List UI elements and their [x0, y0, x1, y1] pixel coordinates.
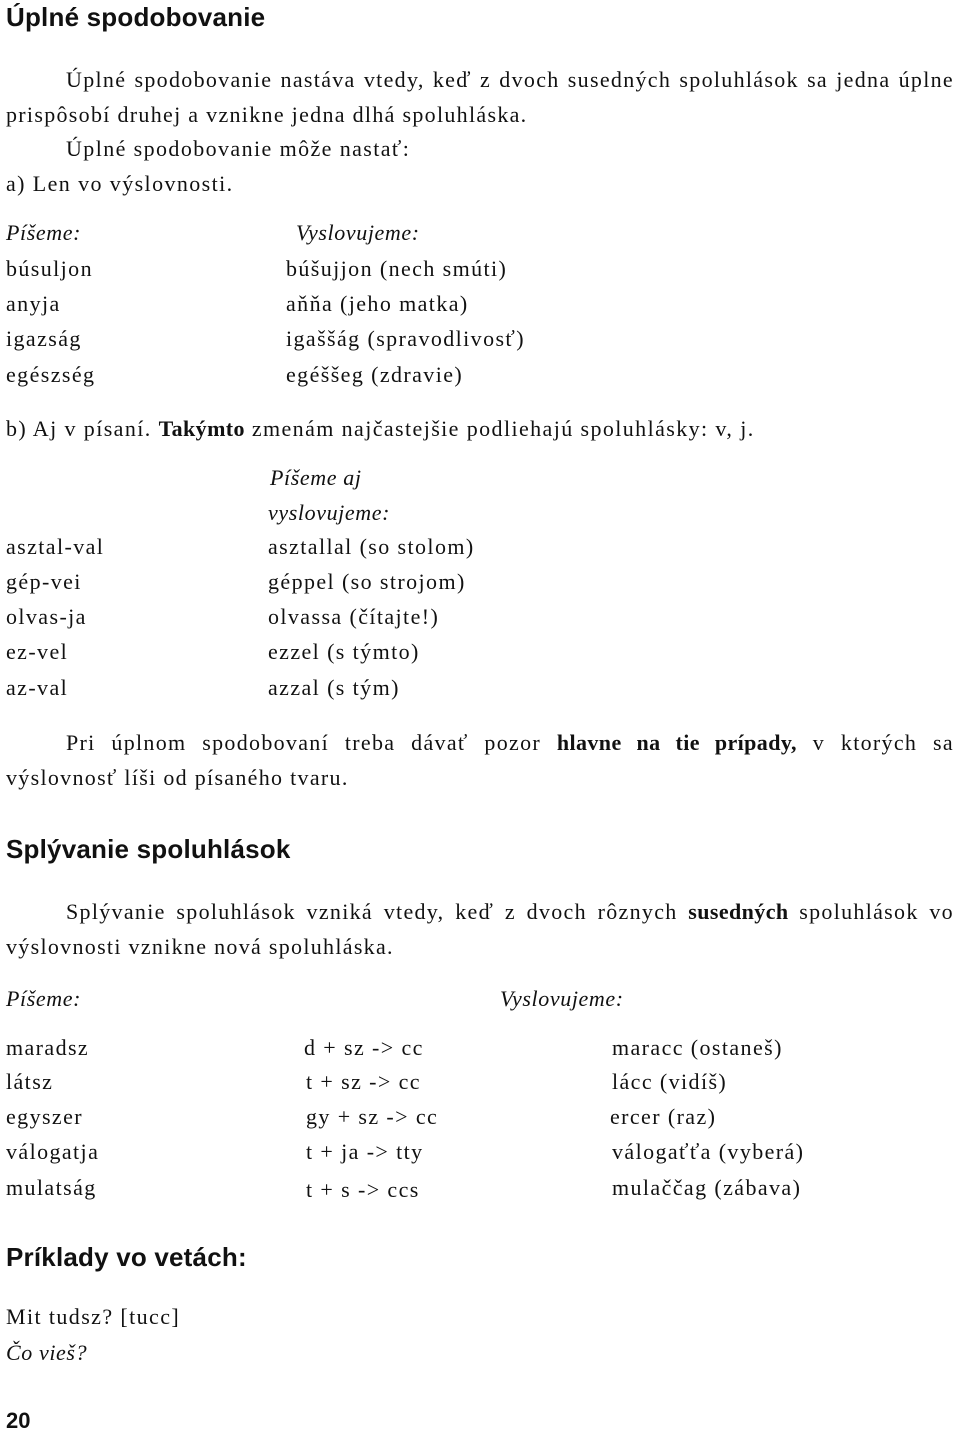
example-say: maracc (ostaneš) — [612, 1035, 783, 1060]
example-say: igaššág (spravodlivosť) — [286, 326, 525, 351]
column-header-say: Vyslovujeme: — [296, 220, 420, 245]
example-write: gép-vei — [6, 569, 82, 594]
column-header-say-2: Vyslovujeme: — [500, 986, 624, 1011]
example-say: olvassa (čítajte!) — [268, 604, 440, 629]
example-say: aňňa (jeho matka) — [286, 291, 469, 316]
intro-paragraph: Úplné spodobovanie nastáva vtedy, keď z dvoch susedných spoluhlások sa jedna úplne prispôsobí druhej a vznikne jedna dlhá spoluhláska. — [6, 67, 954, 127]
example-rule: t + s -> ccs — [306, 1177, 420, 1202]
line-can-occur: Úplné spodobovanie môže nastať: — [66, 136, 411, 161]
example-say: asztallal (so stolom) — [268, 534, 475, 559]
example-say: lácc (vidíš) — [612, 1069, 728, 1094]
example-write: maradsz — [6, 1035, 90, 1060]
example-say: géppel (so strojom) — [268, 569, 466, 594]
note-pre: Pri úplnom spodobovaní treba dávať pozor — [66, 730, 542, 755]
point-b-pre: b) Aj v písaní. — [6, 416, 152, 441]
point-b-post: zmenám najčastejšie podliehajú spoluhlásky: v, j. — [251, 416, 755, 441]
column-header-write: Píšeme: — [6, 220, 82, 245]
example-rule: t + sz -> cc — [306, 1069, 421, 1094]
example-write: asztal-val — [6, 534, 105, 559]
intro2-bold: susedných — [688, 899, 789, 924]
example-write: mulatság — [6, 1175, 97, 1200]
example-write: igazság — [6, 326, 82, 351]
page-number: 20 — [6, 1408, 31, 1433]
example-say: egéššeg (zdravie) — [286, 362, 464, 387]
point-b — [6, 416, 755, 442]
section-title-priklady: Príklady vo vetách: — [6, 1242, 247, 1272]
example-say: válogaťťa (vyberá) — [612, 1139, 805, 1164]
example-write: ez-vel — [6, 639, 69, 664]
intro2-pre: Splývanie spoluhlások vzniká vtedy, keď z dvoch rôznych — [66, 899, 678, 924]
example-say: ercer (raz) — [610, 1104, 717, 1129]
example-write: olvas-ja — [6, 604, 87, 629]
example-write: egyszer — [6, 1104, 83, 1129]
intro2-paragraph — [6, 894, 954, 964]
intro2-post: spoluhlások vo výslovnosti vznikne nová spoluhláska. — [6, 899, 954, 959]
note-post: v ktorých sa výslovnosť líši od písaného tvaru. — [6, 730, 954, 790]
example-rule: t + ja -> tty — [306, 1139, 424, 1164]
point-b-bold: Takýmto — [158, 416, 245, 441]
example-write: látsz — [6, 1069, 54, 1094]
sentence-example-1: Mit tudsz? [tucc] — [6, 1304, 181, 1329]
example-write: az-val — [6, 675, 69, 700]
section-title-splyvanie: Splývanie spoluhlások — [6, 834, 291, 864]
sentence-example-2: Čo vieš? — [6, 1340, 88, 1365]
example-write: anyja — [6, 291, 61, 316]
note-bold: hlavne na tie prípady, — [556, 730, 797, 755]
example-say: mulaččag (zábava) — [612, 1175, 802, 1200]
section-title-uplne-spodobovanie: Úplné spodobovanie — [6, 2, 266, 32]
column-header-write-2: Píšeme: — [6, 986, 82, 1011]
note-paragraph — [6, 725, 954, 795]
column-header-both-1: Píšeme aj — [270, 465, 362, 490]
example-rule: gy + sz -> cc — [306, 1104, 439, 1129]
column-header-both-2: vyslovujeme: — [268, 500, 391, 525]
point-a: a) Len vo výslovnosti. — [6, 171, 234, 196]
example-rule: d + sz -> cc — [304, 1035, 424, 1060]
example-write: egészség — [6, 362, 96, 387]
example-write: búsuljon — [6, 256, 93, 281]
example-say: azzal (s tým) — [268, 675, 400, 700]
example-write: válogatja — [6, 1139, 100, 1164]
example-say: búšujjon (nech smúti) — [286, 256, 508, 281]
example-say: ezzel (s týmto) — [268, 639, 420, 664]
